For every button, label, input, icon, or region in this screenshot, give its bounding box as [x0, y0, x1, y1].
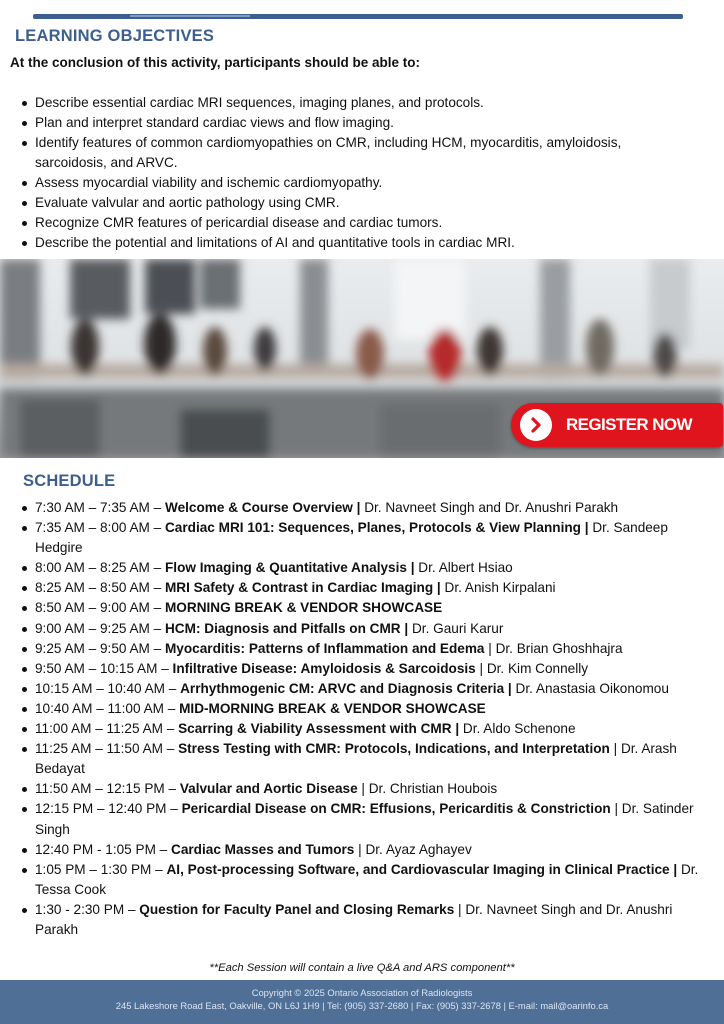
session-title: Myocarditis: Patterns of Inflammation and Edema: [164, 640, 485, 656]
schedule-item: [21, 779, 701, 799]
schedule-item: [21, 598, 701, 618]
objective-item: Evaluate valvular and aortic pathology using CMR.: [21, 193, 681, 213]
register-now-label: REGISTER NOW: [566, 415, 692, 434]
objective-item: Describe the potential and limitations of AI and quantitative tools in cardiac MRI.: [21, 233, 681, 253]
session-speaker: Dr. Anastasia Oikonomou: [511, 680, 669, 696]
session-speaker: Dr. Gauri Karur: [408, 620, 504, 636]
session-time: 1:30 - 2:30 PM –: [35, 901, 140, 917]
session-title: MID-MORNING BREAK & VENDOR SHOWCASE: [179, 700, 486, 716]
session-time: 9:00 AM – 9:25 AM –: [35, 620, 165, 636]
schedule-item: [21, 900, 701, 940]
session-title: Welcome & Course Overview |: [164, 500, 361, 515]
session-time: 12:15 PM – 12:40 PM –: [35, 801, 182, 817]
schedule-item: [21, 619, 701, 639]
session-title: Question for Faculty Panel and Closing Remarks: [139, 901, 455, 917]
schedule-item: [21, 799, 701, 839]
objective-item: Describe essential cardiac MRI sequences, imaging planes, and protocols.: [21, 93, 681, 113]
session-time: 11:25 AM – 11:50 AM –: [35, 741, 179, 757]
footer-copyright: Copyright © 2025 Ontario Association of Radiologists: [251, 987, 473, 998]
objectives-intro: At the conclusion of this activity, participants should be able to:: [10, 55, 421, 70]
session-time: 9:25 AM – 9:50 AM –: [35, 640, 165, 656]
session-title: Infiltrative Disease: Amyloidosis & Sarcoidosis: [172, 660, 476, 676]
session-speaker: Dr. Navneet Singh and Dr. Anushri Parakh: [360, 500, 619, 515]
session-speaker: | Dr. Satinder Singh: [35, 801, 694, 837]
session-note: **Each Session will contain a live Q&A and ARS component**: [209, 962, 515, 974]
session-title: Pericardial Disease on CMR: Effusions, Pericarditis & Constriction: [181, 801, 611, 817]
session-title: MRI Safety & Contrast in Cardiac Imaging |: [164, 580, 441, 596]
session-time: 7:30 AM – 7:35 AM –: [35, 500, 165, 515]
top-divider-accent: [130, 15, 250, 17]
session-title: MORNING BREAK & VENDOR SHOWCASE: [164, 600, 443, 616]
session-title: Stress Testing with CMR: Protocols, Indications, and Interpretation: [178, 741, 610, 757]
session-time: 10:15 AM – 10:40 AM –: [35, 680, 181, 696]
session-time: 9:50 AM – 10:15 AM –: [35, 660, 173, 676]
objective-item: Plan and interpret standard cardiac views and flow imaging.: [21, 113, 681, 133]
schedule-item: [21, 639, 701, 659]
schedule-item: [21, 498, 701, 518]
schedule-item: [21, 659, 701, 679]
schedule-item: [21, 518, 701, 558]
objective-item: Recognize CMR features of pericardial disease and cardiac tumors.: [21, 213, 681, 233]
session-time: 10:40 AM – 11:00 AM –: [35, 700, 180, 716]
session-title: Flow Imaging & Quantitative Analysis |: [164, 560, 415, 576]
session-title: Cardiac MRI 101: Sequences, Planes, Protocols & View Planning |: [164, 520, 589, 536]
schedule-heading: SCHEDULE: [23, 472, 116, 490]
session-title: HCM: Diagnosis and Pitfalls on CMR |: [164, 620, 409, 636]
session-title: AI, Post-processing Software, and Cardiovascular Imaging in Clinical Practice |: [166, 861, 678, 877]
session-time: 11:50 AM – 12:15 PM –: [35, 781, 180, 797]
session-title: Arrhythmogenic CM: ARVC and Diagnosis Criteria |: [180, 680, 512, 696]
session-time: 8:00 AM – 8:25 AM –: [35, 560, 165, 576]
register-now-button[interactable]: [511, 403, 723, 447]
schedule-item: [21, 699, 701, 719]
session-speaker: | Dr. Navneet Singh and Dr. Anushri Parakh: [35, 901, 673, 937]
session-time: 12:40 PM - 1:05 PM –: [35, 841, 172, 857]
session-speaker: Dr. Albert Hsiao: [414, 560, 513, 576]
session-speaker: Dr. Anish Kirpalani: [440, 580, 556, 596]
session-speaker: | Dr. Christian Houbois: [357, 781, 498, 797]
session-speaker: Dr. Sandeep Hedgire: [35, 520, 668, 556]
session-title: Valvular and Aortic Disease: [179, 781, 358, 797]
session-speaker: | Dr. Brian Ghoshhajra: [484, 640, 623, 656]
objectives-list: [21, 93, 681, 253]
schedule-item: [21, 679, 701, 699]
footer-address: 245 Lakeshore Road East, Oakville, ON L6J 1H9 | Tel: (905) 337-2680 | Fax: (905) 337-2678 | E-mail: mail@oarinfo.ca: [115, 1000, 609, 1011]
session-time: 8:50 AM – 9:00 AM –: [35, 600, 165, 616]
session-time: 8:25 AM – 8:50 AM –: [35, 580, 165, 596]
schedule-list: [21, 498, 701, 940]
session-time: 7:35 AM – 8:00 AM –: [35, 520, 165, 536]
footer: [0, 980, 724, 1024]
schedule-item: [21, 860, 701, 900]
objective-item: Identify features of common cardiomyopathies on CMR, including HCM, myocarditis, amyloidosis, sarcoidosis, and ARVC.: [21, 133, 681, 173]
session-speaker: Dr. Aldo Schenone: [459, 721, 576, 737]
session-time: 1:05 PM – 1:30 PM –: [35, 861, 167, 877]
schedule-item: [21, 719, 701, 739]
session-speaker: | Dr. Arash Bedayat: [35, 741, 677, 777]
session-speaker: | Dr. Kim Connelly: [475, 660, 589, 676]
schedule-item: [21, 739, 701, 779]
objective-item: Assess myocardial viability and ischemic cardiomyopathy.: [21, 173, 681, 193]
session-title: Cardiac Masses and Tumors: [171, 841, 355, 857]
session-speaker: Dr. Tessa Cook: [35, 861, 699, 897]
schedule-item: [21, 558, 701, 578]
session-speaker: | Dr. Ayaz Aghayev: [354, 841, 472, 857]
schedule-item: [21, 578, 701, 598]
learning-objectives-heading: LEARNING OBJECTIVES: [15, 27, 215, 45]
session-title: Scarring & Viability Assessment with CMR |: [178, 721, 460, 737]
chevron-right-circle-icon: [520, 409, 552, 441]
schedule-item: [21, 840, 701, 860]
session-time: 11:00 AM – 11:25 AM –: [35, 721, 179, 737]
